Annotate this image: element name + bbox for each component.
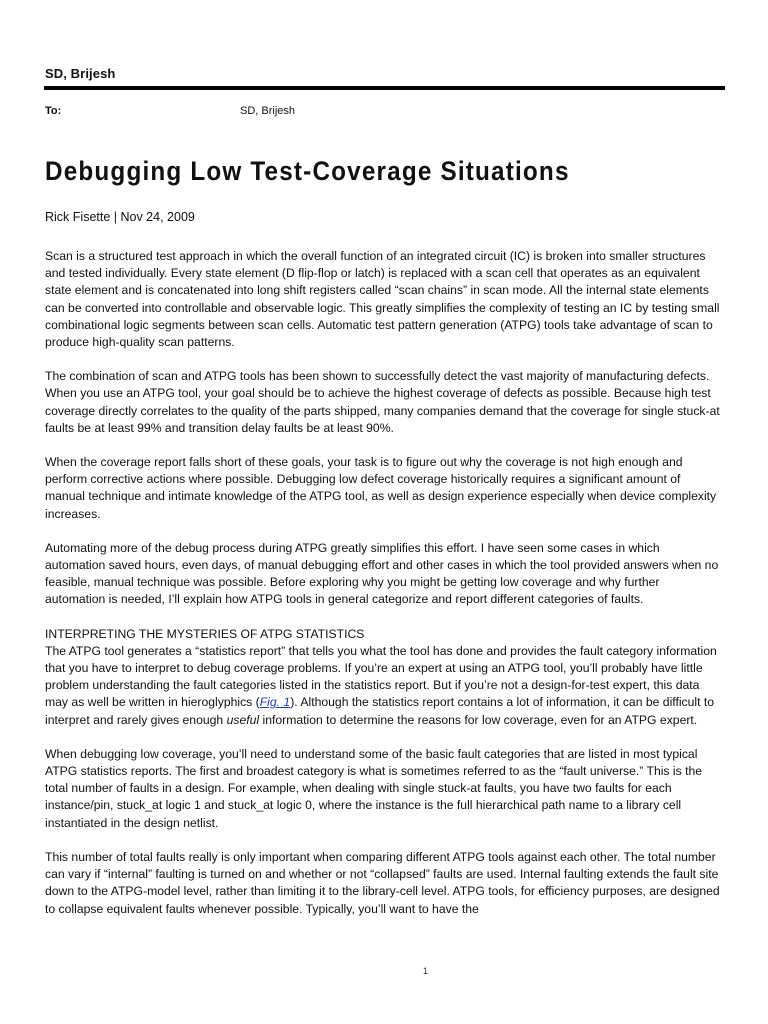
paragraph-7: This number of total faults really is only important when comparing different ATPG tools against each other. The total number can vary if “internal” faulting is turned on and whether or not “collapsed” faults are used. Internal faulting extends the fault site down to the ATPG-model level, rather than limiting it to the library-cell level. ATPG tools, for efficiency purposes, are designed to collapse equivalent faults whenever possible. Typically, you’ll want to have the	[45, 849, 720, 916]
to-recipient: SD, Brijesh	[240, 105, 296, 117]
paragraph-1: Scan is a structured test approach in which the overall function of an integrated circuit (IC) is broken into smaller structures and tested individually. Every state element (D flip-flop or latch) is replaced with a scan cell that operates as an equivalent state element and is concatenated into long shift registers called “scan chains” in scan mode. All the internal state elements can be converted into controllable and observable logic. This greatly simplifies the complexity of testing an IC by testing small combinational logic segments between scan cells. Automatic test pattern generation (ATPG) tools take advantage of scan to produce high-quality scan patterns.	[45, 249, 720, 350]
article-body	[45, 248, 721, 918]
page-number: 1	[423, 966, 429, 976]
paragraph-5	[45, 643, 721, 729]
paragraph-5-text-b: ). Although the statistics report contains a lot of information, it can be difficult to interpret and rarely gives enough	[45, 695, 715, 727]
paragraph-4: Automating more of the debug process during ATPG greatly simplifies this effort. I have seen some cases in which automation saved hours, even days, of manual debugging effort and other cases in which the tool provided answers when no feasible, manual technique was possible. Before exploring why you might be getting low coverage and why further automation is needed, I’ll explain how ATPG tools in general categorize and report different categories of faults.	[45, 540, 719, 607]
figure-1-link[interactable]: Fig. 1	[259, 695, 291, 710]
paragraph-5-text-a: The ATPG tool generates a “statistics report” that tells you what the tool has done and provides the fault category information that you have to interpret to debug coverage problems. If you’re an expert at using an ATPG tool, you’ll probably have little problem understanding the fault categories listed in the statistics report. But if you’re not a design-for-test expert, this data may as well be written in hieroglyphics (	[45, 643, 717, 710]
article-byline: Rick Fisette | Nov 24, 2009	[45, 210, 195, 224]
section-heading: INTERPRETING THE MYSTERIES OF ATPG STATISTICS	[45, 626, 365, 641]
article-title: Debugging Low Test-Coverage Situations	[45, 156, 570, 186]
paragraph-3: When the coverage report falls short of these goals, your task is to figure out why the coverage is not high enough and perform corrective actions where possible. Debugging low defect coverage historically requires a significant amount of manual technique and intimate knowledge of the ATPG tool, as well as design experience especially when device complexity increases.	[45, 455, 717, 521]
paragraph-5-text-c: information to determine the reasons for low coverage, even for an ATPG expert.	[259, 712, 698, 727]
to-label: To:	[45, 105, 62, 117]
paragraph-5-emphasis: useful	[226, 712, 260, 727]
paragraph-2: The combination of scan and ATPG tools has been shown to successfully detect the vast majority of manufacturing defects. When you use an ATPG tool, your goal should be to achieve the highest coverage of defects as possible. Because high test coverage directly correlates to the quality of the parts shipped, many companies demand that the coverage for single stuck-at faults be at least 99% and transition delay faults be at least 90%.	[45, 369, 720, 435]
header-divider	[44, 86, 725, 90]
sender-name: SD, Brijesh	[45, 66, 116, 81]
paragraph-6: When debugging low coverage, you’ll need to understand some of the basic fault categories that are listed in most typical ATPG statistics reports. The first and broadest category is what is sometimes referred to as the “fault universe.” This is the total number of faults in a design. For example, when dealing with single stuck-at faults, you have two faults for each instance/pin, stuck_at logic 1 and stuck_at logic 0, where the instance is the full hierarchical path name to a library cell instantiated in the design netlist.	[45, 746, 703, 830]
